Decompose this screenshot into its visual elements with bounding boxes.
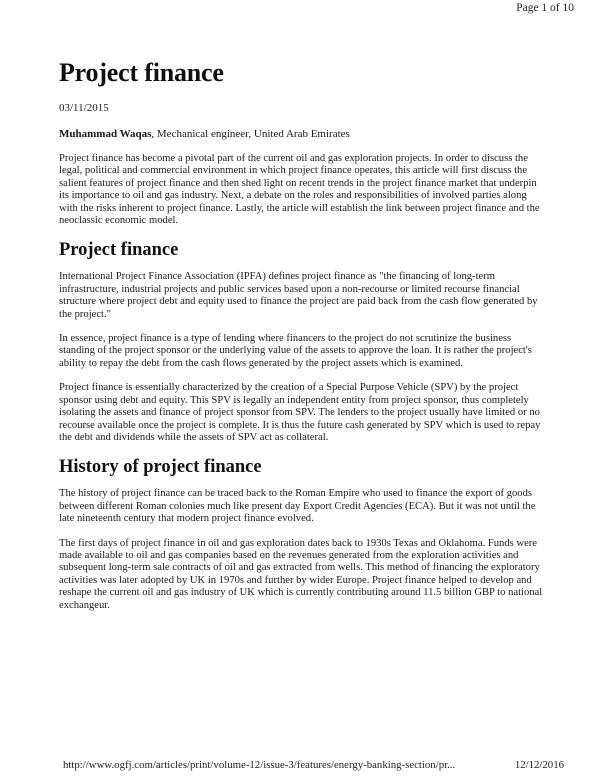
print-date: 12/12/2016: [514, 759, 564, 771]
page-footer: [63, 759, 564, 771]
byline: [59, 128, 350, 140]
source-url[interactable]: http://www.ogfj.com/articles/print/volume-12/issue-3/features/energy-banking-section/pr...: [63, 759, 456, 771]
section-heading-project-finance: Project finance: [59, 240, 179, 261]
paragraph: International Project Finance Association (IPFA) defines project finance as "the financing of long-term infrastructure, industrial projects and public services based upon a non-recourse or limited recourse financial structure where project debt and equity used to finance the project are paid back from the cash flow generated by the project.": [59, 271, 538, 320]
page-number: Page 1 of 10: [516, 2, 574, 14]
publish-date: 03/11/2015: [59, 102, 109, 114]
author-affiliation: , Mechanical engineer, United Arab Emirates: [151, 128, 350, 140]
article-body: [59, 153, 545, 624]
article-title: Project finance: [59, 58, 224, 87]
paragraph: In essence, project finance is a type of lending where financers to the project do not scrutinize the business standing of the project sponsor or the underlying value of the assets to approve the loan. It is rather the project's ability to repay the debt from the cash flows generated by the project assets which is examined.: [59, 333, 532, 369]
intro-paragraph: Project finance has become a pivotal part of the current oil and gas exploration projects. In order to discuss the legal, political and commercial environment in which project finance operates, this article will first discuss the salient features of project finance and then shed light on recent trends in the project finance market that underpin its importance to oil and gas industry. Next, a debate on the roles and responsibilities of involved parties along with the risks inherent to project finance. Lastly, the article will establish the link between project finance and the neoclassic economic model.: [59, 153, 540, 227]
author-name: Muhammad Waqas: [59, 128, 152, 140]
section-heading-history: History of project finance: [59, 457, 262, 478]
paragraph: The history of project finance can be traced back to the Roman Empire who used to finance the export of goods between different Roman colonies much like present day Export Credit Agencies (ECA). But it was not until the late nineteenth century that modern project finance evolved.: [59, 488, 536, 525]
paragraph: Project finance is essentially characterized by the creation of a Special Purpose Vehicle (SPV) by the project sponsor using debt and equity. This SPV is legally an independent entity from project sponsor, thus completely isolating the assets and finance of project sponsor from SPV. The lenders to the project usually have limited or no recourse available once the project is complete. It is thus the future cash generated by SPV which is used to repay the debt and dividends while the assets of SPV act as collateral.: [59, 382, 541, 443]
paragraph: The first days of project finance in oil and gas exploration dates back to 1930s Texas and Oklahoma. Funds were made available to oil and gas companies based on the revenues generated from the exploration activities and subsequent long-term sale contracts of oil and gas extracted from wells. This method of financing the exploratory activities was later adopted by UK in 1970s and further by wider Europe. Project finance helped to develop and reshape the current oil and gas industry of UK which is currently contributing around 11.5 billion GBP to national exchangeur.: [59, 537, 543, 611]
